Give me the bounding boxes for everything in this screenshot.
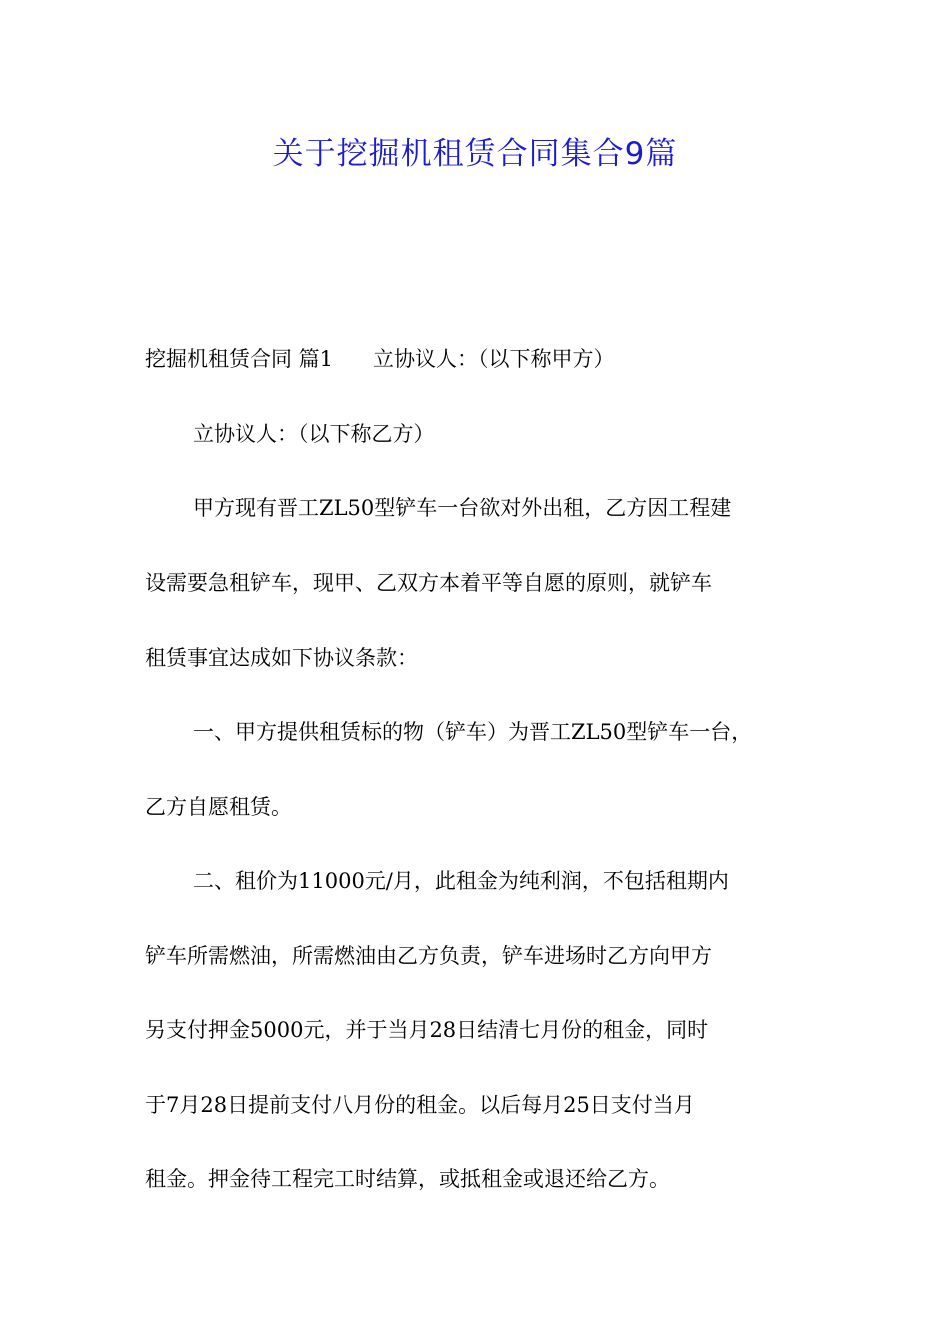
- paragraph-line-1: [145, 344, 615, 374]
- paragraph-line-2: 立协议人：（以下称乙方）: [193, 422, 435, 446]
- paragraph-line-12: 租金。押金待工程完工时结算，或抵租金或退还给乙方。: [145, 1167, 670, 1191]
- paragraph-line-3: 甲方现有晋工ZL50型铲车一台欲对外出租，乙方因工程建: [193, 496, 732, 520]
- paragraph-line-6: 一、甲方提供租赁标的物（铲车）为晋工ZL50型铲车一台，: [193, 720, 753, 744]
- paragraph-line-11: 于7月28日提前支付八月份的租金。以后每月25日支付当月: [145, 1093, 695, 1117]
- paragraph-line-5: 租赁事宜达成如下协议条款：: [145, 646, 418, 670]
- section-heading: 挖掘机租赁合同 篇1: [145, 347, 334, 371]
- paragraph-line-9: 铲车所需燃油，所需燃油由乙方负责，铲车进场时乙方向甲方: [145, 944, 712, 968]
- party-a-label: 立协议人：（以下称甲方）: [373, 347, 615, 371]
- paragraph-line-10: 另支付押金5000元，并于当月28日结清七月份的租金，同时: [145, 1018, 709, 1042]
- paragraph-line-4: 设需要急租铲车，现甲、乙双方本着平等自愿的原则，就铲车: [145, 571, 712, 595]
- paragraph-line-8: 二、租价为11000元/月，此租金为纯利润，不包括租期内: [193, 869, 729, 893]
- paragraph-line-7: 乙方自愿租赁。: [145, 795, 292, 819]
- document-title: 关于挖掘机租赁合同集合9篇: [272, 136, 678, 172]
